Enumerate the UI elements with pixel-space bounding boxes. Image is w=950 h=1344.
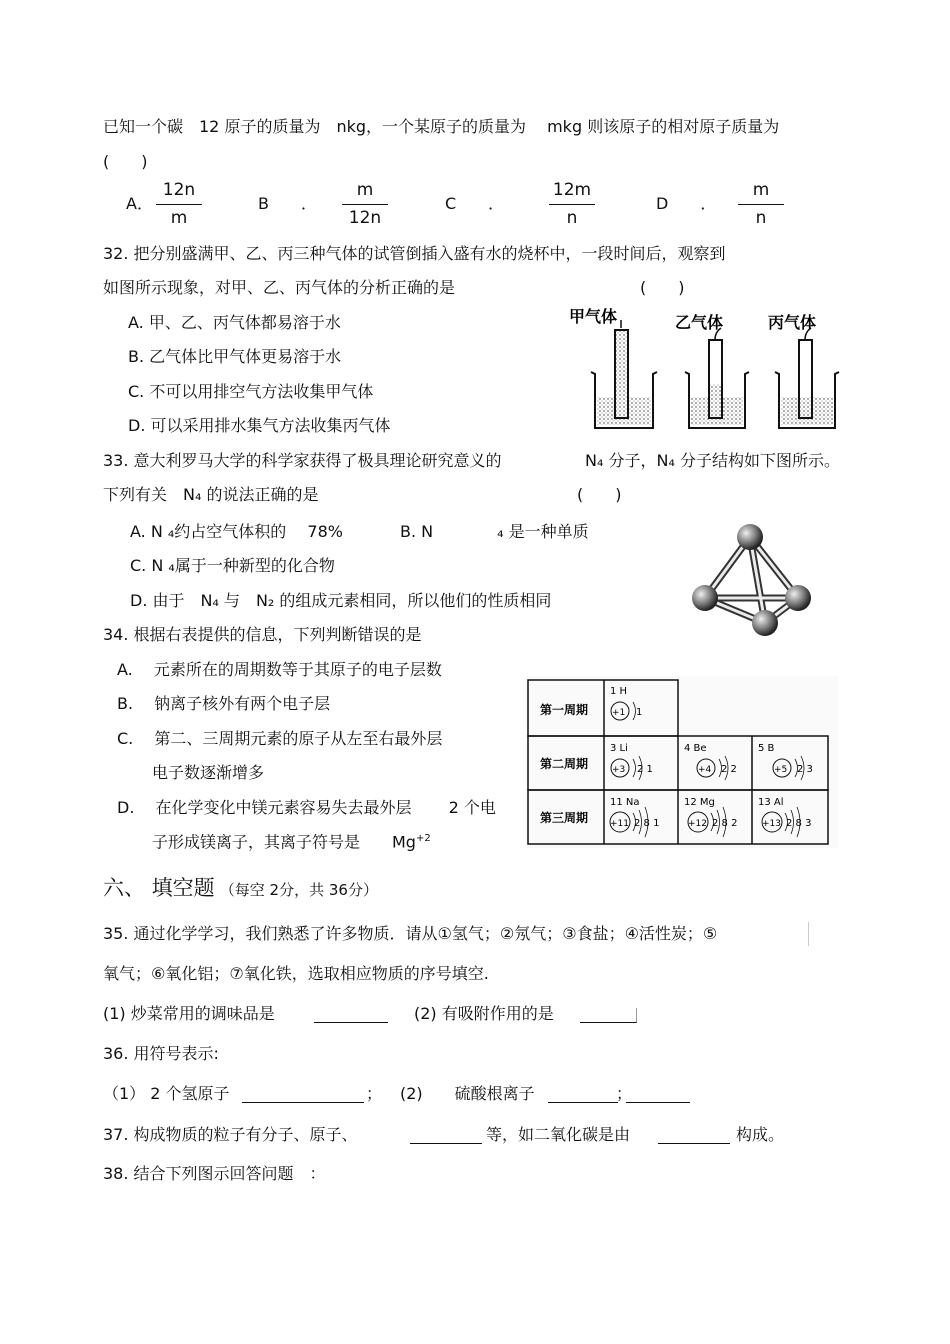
q35-answer-blank-1[interactable] <box>314 1008 388 1023</box>
section-6-heading <box>103 878 378 899</box>
q36-part2: (2) 硫酸根离子 <box>400 1084 535 1103</box>
n-atom <box>692 585 718 611</box>
q36-answer-blank-3[interactable] <box>626 1088 690 1103</box>
q37-answer-blank-2[interactable] <box>658 1129 730 1144</box>
n-atom <box>737 524 763 550</box>
q33-stem-line1b: N₄ 分子，N₄ 分子结构如下图所示。 <box>585 451 840 470</box>
q36-part1: （1） 2 个氢原子 <box>103 1084 230 1103</box>
q31-option-a-letter: A． <box>126 194 153 213</box>
q31-option-d-letter: D ． <box>656 194 717 213</box>
nucleus-charge: +12 <box>688 819 707 829</box>
q38-text: 38. 结合下列图示回答问题 ： <box>103 1164 326 1183</box>
q35-answer-blank-2[interactable] <box>580 1008 637 1023</box>
q31-option-d-numerator: m <box>752 180 770 200</box>
q32-stem-line1: 32. 把分别盛满甲、乙、丙三种气体的试管倒插入盛有水的烧杯中，一段时间后，观察到 <box>103 244 726 263</box>
q35-part1: (1) 炒菜常用的调味品是 <box>103 1004 275 1023</box>
margin-rule <box>808 922 809 946</box>
q31-option-b-denominator: 12n <box>348 208 382 228</box>
mg-ion-charge: +2 <box>415 833 431 844</box>
q31-answer-paren: ( ) <box>103 152 148 171</box>
q34-option-a: A. 元素所在的周期数等于其原子的电子层数 <box>117 660 442 679</box>
electron-shells: 2 8 3 <box>786 818 812 829</box>
beaker-yi <box>685 328 749 428</box>
row-label-period3: 第三周期 <box>540 811 589 825</box>
q31-option-c-numerator: 12m <box>552 180 592 200</box>
electron-shells: 2 8 2 <box>712 818 738 829</box>
q32-option-b: B. 乙气体比甲气体更易溶于水 <box>128 347 342 366</box>
electron-shells: 1 <box>636 707 643 718</box>
q37-text-a: 37. 构成物质的粒子有分子、原子、 <box>103 1125 358 1144</box>
q34-option-d-line1: D. 在化学变化中镁元素容易失去最外层 2 个电 <box>117 798 496 817</box>
q31-option-d-denominator: n <box>755 208 767 228</box>
q31-option-c-fraction <box>547 182 597 227</box>
electron-shells: 2 8 1 <box>634 818 660 829</box>
q32-answer-paren: ( ) <box>640 278 685 297</box>
nucleus-charge: +5 <box>774 765 788 775</box>
q36-separator-2: ； <box>616 1084 633 1103</box>
q31-option-b-letter: B ． <box>258 194 317 213</box>
q37-text-c: 构成。 <box>736 1125 785 1144</box>
figure-label-jia: 甲气体 <box>569 307 618 326</box>
section-6-title: 六、 填空题 <box>103 876 215 900</box>
q31-option-b-fraction <box>340 182 390 227</box>
q33-option-d: D. 由于 N₄ 与 N₂ 的组成元素相同，所以他们的性质相同 <box>130 591 552 610</box>
q33-option-c: C. N ₄属于一种新型的化合物 <box>130 556 335 575</box>
q32-stem-line2: 如图所示现象，对甲、乙、丙气体的分析正确的是 <box>103 278 456 297</box>
q34-option-c-line2: 电子数逐渐增多 <box>152 763 265 782</box>
element-label: 1 H <box>610 686 628 697</box>
nucleus-charge: +11 <box>610 819 629 829</box>
q33-stem-line2: 下列有关 N₄ 的说法正确的是 <box>103 485 319 504</box>
element-label: 12 Mg <box>684 797 715 808</box>
q31-stem-line1: 已知一个碳 12 原子的质量为 nkg，一个某原子的质量为 mkg 则该原子的相对原子质量为 <box>103 117 780 136</box>
q34-stem: 34. 根据右表提供的信息，下列判断错误的是 <box>103 625 422 644</box>
element-label: 4 Be <box>684 743 707 754</box>
beaker-bing <box>775 328 839 428</box>
q33-option-b: B. N ₄ 是一种单质 <box>400 522 589 541</box>
beaker-jia <box>591 320 657 428</box>
n-atom <box>752 610 778 636</box>
q37-answer-blank-1[interactable] <box>410 1129 482 1144</box>
test-tube-jia <box>615 330 628 418</box>
q35-line1: 35. 通过化学学习，我们熟悉了许多物质．请从①氢气；②氖气；③食盐；④活性炭；⑤ <box>103 924 718 943</box>
gas-beakers-figure <box>555 302 845 438</box>
q34-option-b: B. 钠离子核外有两个电子层 <box>117 694 331 713</box>
fraction-bar <box>156 204 202 205</box>
electron-shells: 2 3 <box>797 764 813 775</box>
q31-option-a-numerator: 12n <box>162 180 196 200</box>
section-6-note: （每空 2分，共 36分） <box>219 881 378 899</box>
q31-option-a-denominator: m <box>170 208 188 228</box>
element-label: 13 Al <box>758 797 784 808</box>
row-label-period1: 第一周期 <box>540 703 589 717</box>
fraction-bar <box>738 204 784 205</box>
figure-label-bing: 丙气体 <box>768 313 817 332</box>
q33-option-a: A. N ₄约占空气体积的 78% <box>130 522 343 541</box>
q32-option-d: D. 可以采用排水集气方法收集丙气体 <box>128 416 391 435</box>
q31-option-a-fraction <box>154 182 204 227</box>
q33-stem-line1a: 33. 意大利罗马大学的科学家获得了极具理论研究意义的 <box>103 451 502 470</box>
q34-option-c-line1: C. 第二、三周期元素的原子从左至右最外层 <box>117 729 443 748</box>
q37-text-b: 等，如二氧化碳是由 <box>486 1125 631 1144</box>
fraction-bar <box>342 204 388 205</box>
nucleus-charge: +4 <box>698 765 712 775</box>
q36-answer-blank-1[interactable] <box>242 1088 364 1103</box>
q34-option-d-line2 <box>152 834 431 850</box>
q31-option-c-denominator: n <box>566 208 578 228</box>
q36-answer-blank-2[interactable] <box>548 1088 618 1103</box>
q36-line1: 36. 用符号表示: <box>103 1044 219 1063</box>
electron-shells: 2 2 <box>721 764 737 775</box>
n-atom <box>785 585 811 611</box>
electron-shells: 2 1 <box>637 764 653 775</box>
q31-option-b-numerator: m <box>356 180 374 200</box>
n4-molecule-figure <box>685 520 825 645</box>
q33-answer-paren: ( ) <box>577 485 622 504</box>
row-label-period2: 第二周期 <box>540 757 589 771</box>
q35-part2: (2) 有吸附作用的是 <box>414 1004 554 1023</box>
q32-option-c: C. 不可以用排空气方法收集甲气体 <box>128 382 374 401</box>
fraction-bar <box>549 204 595 205</box>
q31-option-c-letter: C ． <box>445 194 505 213</box>
periodic-table-figure <box>526 676 838 848</box>
nucleus-charge: +13 <box>762 819 781 829</box>
element-label: 11 Na <box>610 797 640 808</box>
element-label: 5 B <box>758 743 775 754</box>
nucleus-charge: +3 <box>612 765 626 775</box>
nucleus-charge: +1 <box>612 708 626 718</box>
q36-separator: ； <box>366 1084 383 1103</box>
q31-option-d-fraction <box>736 182 786 227</box>
element-label: 3 Li <box>610 743 628 754</box>
figure-label-yi: 乙气体 <box>675 313 724 332</box>
q35-line2: 氧气；⑥氧化铝；⑦氧化铁，选取相应物质的序号填空. <box>103 964 489 983</box>
q32-option-a: A. 甲、乙、丙气体都易溶于水 <box>128 313 341 332</box>
q34-option-d-text: 子形成镁离子，其离子符号是 Mg <box>152 832 416 852</box>
